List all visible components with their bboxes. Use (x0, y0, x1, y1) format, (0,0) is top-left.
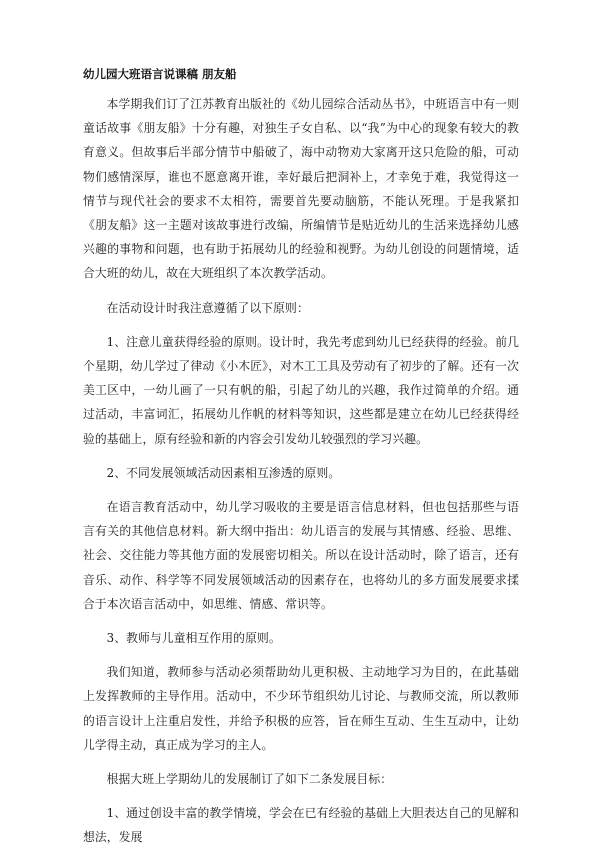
principle-3-heading: 3、教师与儿童相互作用的原则。 (106, 631, 281, 646)
principle-2-heading: 2、不同发展领域活动因素相互渗透的原则。 (106, 465, 341, 480)
principle-3-paragraph: 我们知道，教师参与活动必须帮助幼儿更积极、主动地学习为目的，在此基础上发挥教师的主导作用。活动中，不少环节组织幼儿讨论、与教师交流，所以教师的语言设计上注重启发性，并给予积极的应答，旨在师生互动、生生互动中，让幼儿学得主动，真正成为学习的主人。 (83, 665, 519, 752)
goal-1-paragraph: 1、通过创设丰富的教学情境，学会在已有经验的基础上大胆表达自己的见解和想法，发展 (83, 806, 519, 845)
principle-1-paragraph: 1、注意儿童获得经验的原则。设计时，我先考虑到幼儿已经获得的经验。前几个星期，幼儿学过了律动《小木匠》，对木工工具及劳动有了初步的了解。还有一次美工区中，一幼儿画了一只有帆的船，引起了幼儿的兴趣，我作过简单的介绍。通过活动，丰富词汇，拓展幼儿作帆的材料等知识，这些都是建立在幼儿已经获得经验的基础上，原有经验和新的内容会引发幼儿较强烈的学习兴趣。 (83, 334, 519, 446)
principle-2-paragraph: 在语言教育活动中，幼儿学习吸收的主要是语言信息材料，但也包括那些与语言有关的其他信息材料。新大纲中指出：幼儿语言的发展与其情感、经验、思维、社会、交往能力等其他方面的发展密切相关。所以在设计活动时，除了语言，还有音乐、动作、科学等不同发展领域活动的因素存在，也将幼儿的多方面发展要求揉合于本次语言活动中，如思维、情感、常识等。 (83, 500, 519, 611)
goals-heading: 根据大班上学期幼儿的发展制订了如下二条发展目标： (106, 772, 393, 787)
intro-paragraph: 本学期我们订了江苏教育出版社的《幼儿园综合活动丛书》，中班语言中有一则童话故事《朋友船》十分有趣，对独生子女自私、以“我”为中心的现象有较大的教育意义。但故事后半部分情节中船破了，海中动物劝大家离开这只危险的船，可动物们感情深厚，谁也不愿意离开谁，幸好最后把洞补上，才幸免于难，我觉得这一情节与现代社会的要求不太相符，需要首先要动脑筋，不能认死理。于是我紧扣《朋友船》这一主题对该故事进行改编，所编情节是贴近幼儿的生活来选择幼儿感兴趣的事物和问题，也有助于拓展幼儿的经验和视野。为幼儿创设的问题情境，适合大班的幼儿，故在大班组织了本次教学活动。 (83, 97, 519, 281)
document-title: 幼儿园大班语言说课稿 朋友船 (83, 67, 237, 81)
principles-heading: 在活动设计时我注意遵循了以下原则： (106, 300, 309, 315)
document-page (83, 66, 519, 849)
